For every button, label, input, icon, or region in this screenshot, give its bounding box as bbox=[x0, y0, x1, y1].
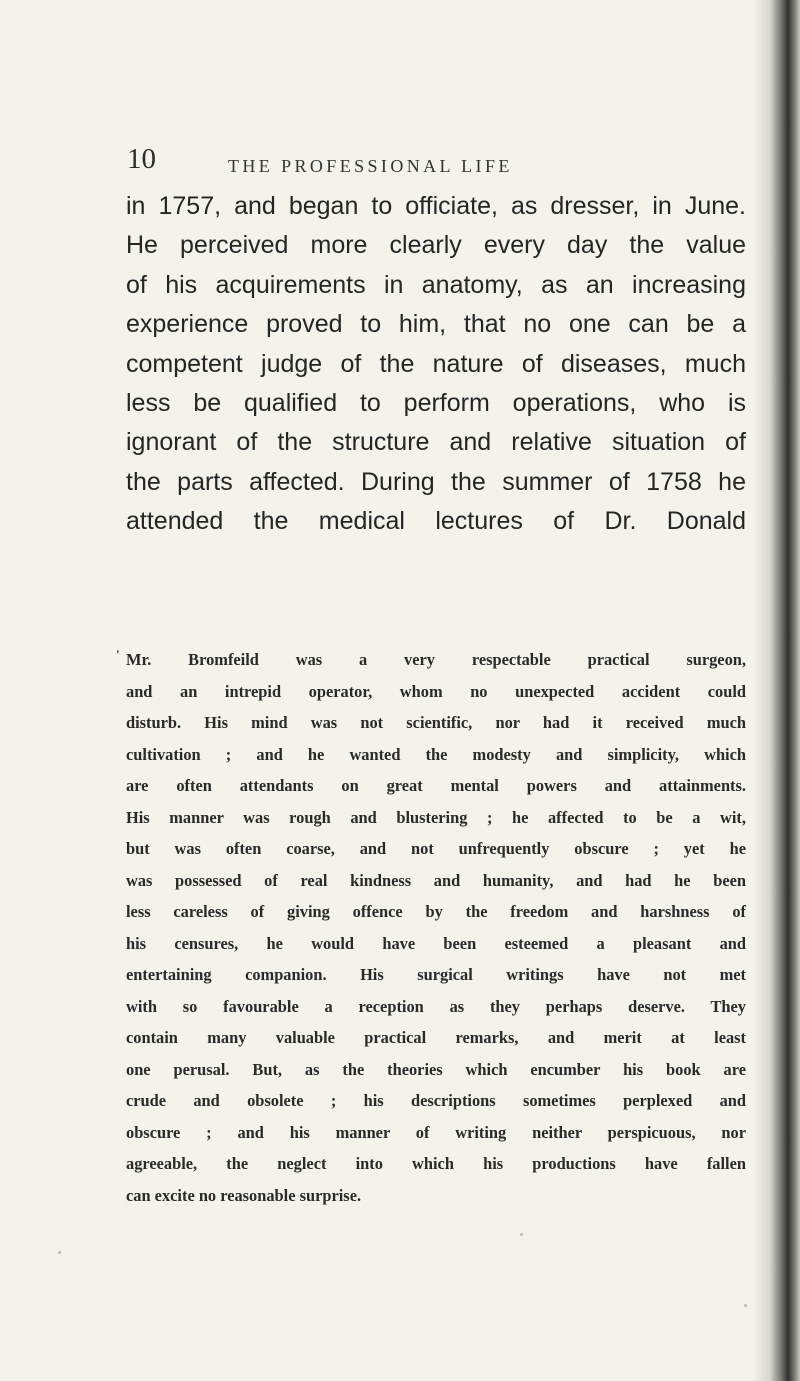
main-text-line: He perceived more clearly every day the value bbox=[126, 231, 746, 260]
main-text-line: in 1757, and began to officiate, as dresser, in June. bbox=[126, 192, 746, 220]
footnote-line: crude and obsolete ; his descriptions sometimes perplexed and bbox=[126, 1091, 746, 1110]
main-text-line: ignorant of the structure and relative situation of bbox=[126, 428, 746, 457]
main-text-line: the parts affected. During the summer of 1758 he bbox=[126, 467, 746, 496]
main-text-line: attended the medical lectures of Dr. Donald bbox=[126, 507, 746, 536]
main-text-block bbox=[126, 187, 746, 542]
footnote-line: are often attendants on great mental powers and attainments. bbox=[126, 776, 746, 795]
paper-speck bbox=[744, 1304, 747, 1307]
footnote-line: and an intrepid operator, whom no unexpected accident could bbox=[126, 681, 746, 701]
footnote-line: less careless of giving offence by the freedom and harshness of bbox=[126, 902, 746, 921]
main-text-line: competent judge of the nature of diseases, much bbox=[126, 349, 746, 378]
footnote-line: his censures, he would have been esteemed a pleasant and bbox=[126, 933, 746, 953]
footnote-line: disturb. His mind was not scientific, nor had it received much bbox=[126, 713, 746, 732]
page-number: 10 bbox=[127, 143, 156, 175]
footnote-line: but was often coarse, and not unfrequently obscure ; yet he bbox=[126, 839, 746, 858]
footnote-line: His manner was rough and blustering ; he affected to be a wit, bbox=[126, 807, 746, 827]
footnote-line: was possessed of real kindness and humanity, and had he been bbox=[126, 870, 746, 890]
footnote-line: contain many valuable practical remarks, and merit at least bbox=[126, 1028, 746, 1047]
paper-speck bbox=[520, 1233, 523, 1236]
main-text-line: experience proved to him, that no one can be a bbox=[126, 310, 746, 339]
book-binding-edge bbox=[754, 0, 800, 1381]
footnote-block bbox=[116, 644, 746, 1211]
footnote-line: obscure ; and his manner of writing neither perspicuous, nor bbox=[126, 1122, 746, 1142]
paper-speck bbox=[58, 1251, 61, 1254]
running-head: THE PROFESSIONAL LIFE bbox=[228, 156, 513, 176]
footnote-line: can excite no reasonable surprise. bbox=[126, 1185, 362, 1205]
footnote-marker: ' bbox=[116, 647, 120, 662]
footnote-line: entertaining companion. His surgical writings have not met bbox=[126, 965, 746, 984]
main-text-line: of his acquirements in anatomy, as an increasing bbox=[126, 270, 746, 299]
main-text-line: less be qualified to perform operations, who is bbox=[126, 389, 746, 418]
footnote-line: agreeable, the neglect into which his productions have fallen bbox=[126, 1154, 746, 1173]
footnote-line: cultivation ; and he wanted the modesty and simplicity, which bbox=[126, 744, 746, 764]
footnote-line: with so favourable a reception as they perhaps deserve. They bbox=[126, 996, 746, 1016]
footnote-line: one perusal. But, as the theories which encumber his book are bbox=[126, 1059, 746, 1079]
footnote-line: Mr. Bromfeild was a very respectable practical surgeon, bbox=[126, 650, 746, 669]
